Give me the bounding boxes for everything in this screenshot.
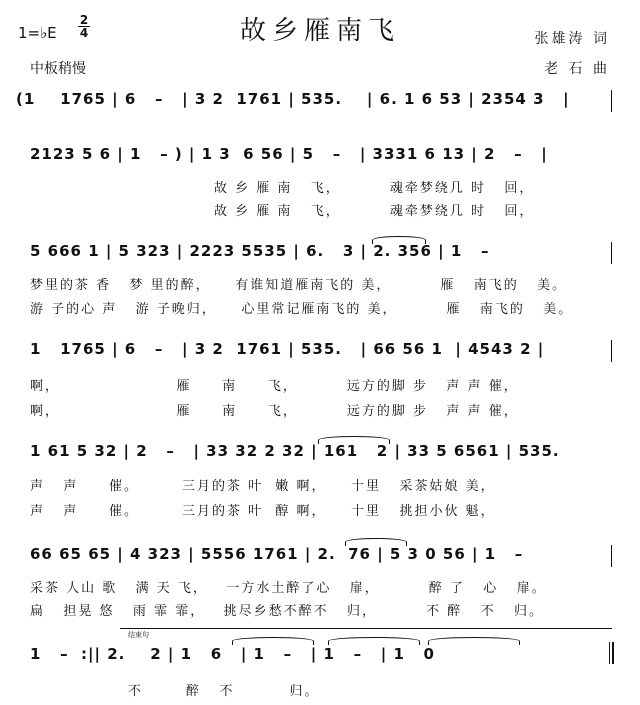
lyric-verse-1: 啊， 雁 南 飞， 远方的脚 步 声 声 催， <box>30 379 519 394</box>
lyric-verse-2: 扁 担晃 悠 雨 霏 霏， 挑尽乡愁不醉不 归， 不 醉 不 归。 <box>30 604 544 619</box>
notation-line: 2123 5 6 | 1 – ) | 1 3 6 56 | 5 – | 3331 6 13 | 2 – | <box>30 145 548 163</box>
notation-line: 66 65 65 | 4 323 | 5556 1761 | 2. 76 | 5 3 0 56 | 1 – <box>30 545 524 563</box>
lyric-verse-1: 故 乡 雁 南 飞， 魂牵梦绕几 时 回， <box>214 181 535 196</box>
ending-note: 结束句 <box>128 631 149 639</box>
key-signature: 1=♭E <box>18 24 57 42</box>
lyric-verse-2: 声 声 催。 三月的茶 叶 醇 啊， 十里 挑担小伙 魁， <box>30 504 496 519</box>
composer-credit: 老 石 曲 <box>544 61 610 77</box>
tempo-marking: 中板稍慢 <box>30 61 86 77</box>
notation-line: 1 1765 | 6 – | 3 2 1761 | 535. | 66 56 1 | 4543 2 | <box>30 340 545 358</box>
time-signature: $\frac{2}{4}$ <box>79 13 89 40</box>
lyric-verse-2: 啊， 雁 南 飞， 远方的脚 步 声 声 催， <box>30 404 519 419</box>
lyric-verse-2: 游 子的心 声 游 子晚归， 心里常记雁南飞的 美， 雁 南飞的 美。 <box>30 302 574 317</box>
notation-line: 1 – :|| 2. 2 | 1 6 | 1 – | 1 – | 1 0 <box>30 645 435 663</box>
lyric-verse-1: 采茶 人山 歌 满 天 飞， 一方水土醉了心 扉， 醉 了 心 扉。 <box>30 581 547 596</box>
lyric-verse-1: 不 醉 不 归。 <box>128 684 320 699</box>
lyric-verse-2: 故 乡 雁 南 飞， 魂牵梦绕几 时 回， <box>214 204 535 219</box>
lyric-verse-1: 声 声 催。 三月的茶 叶 嫩 啊， 十里 采茶姑娘 美， <box>30 479 496 494</box>
notation-line: 1 61 5 32 | 2 – | 33 32 2 32 | 161 2 | 33 5 6561 | 535. <box>30 442 560 460</box>
lyricist-credit: 张雄涛 词 <box>534 31 610 47</box>
song-title: 故乡雁南飞 <box>239 16 400 46</box>
lyric-verse-1: 梦里的茶 香 梦 里的醉， 有谁知道雁南飞的 美， 雁 南飞的 美。 <box>30 278 568 293</box>
notation-line: (1 1765 | 6 – | 3 2 1761 | 535. | 6. 1 6 53 | 2354 3 | <box>16 90 570 108</box>
notation-line: 5 666 1 | 5 323 | 2223 5535 | 6. 3 | 2. 356 | 1 – <box>30 242 490 260</box>
